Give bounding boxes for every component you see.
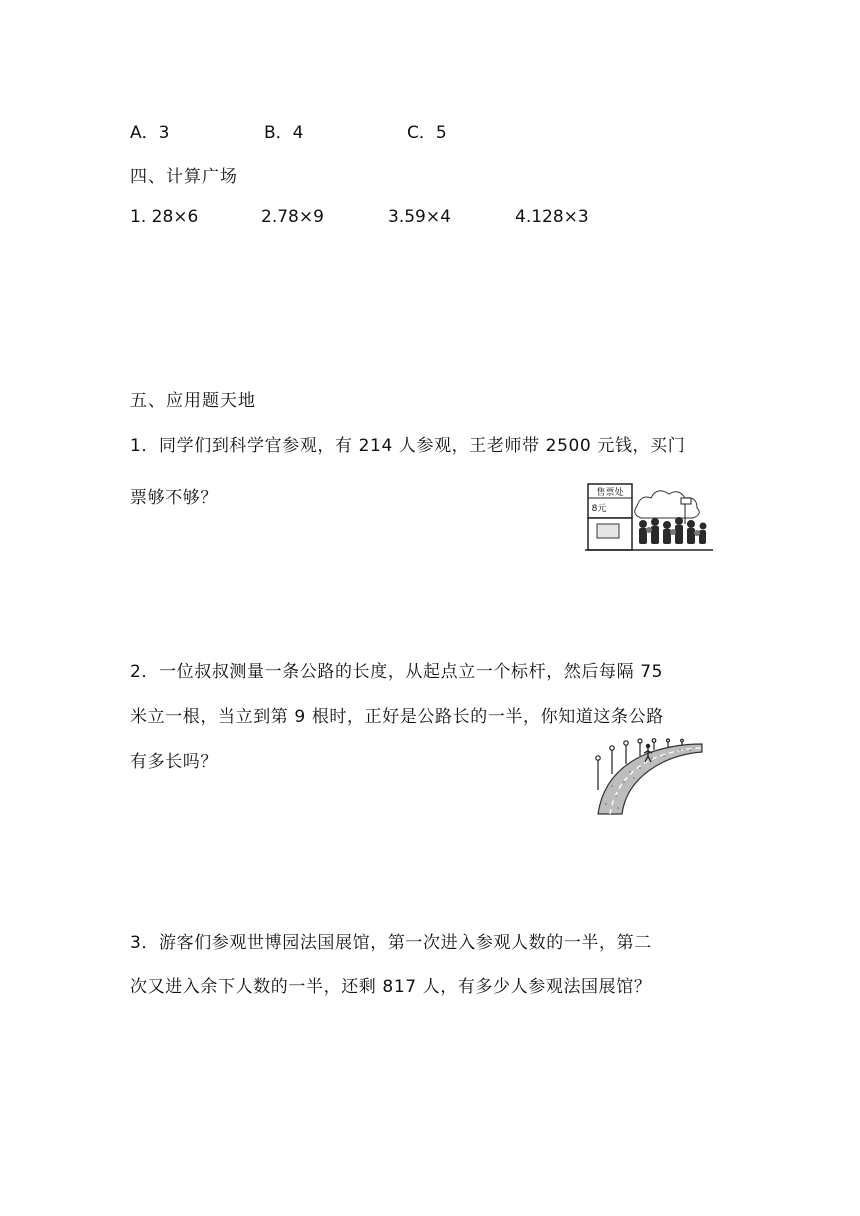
- section-4-title: 四、计算广场: [130, 167, 238, 187]
- choice-b: B．4: [264, 123, 304, 143]
- question-2-line-2: 米立一根，当立到第 9 根时，正好是公路长的一半，你知道这条公路: [130, 707, 664, 727]
- ticket-office-illustration: [585, 480, 715, 558]
- question-1-line-2: 票够不够？: [130, 488, 218, 508]
- section-5-title: 五、应用题天地: [130, 391, 256, 411]
- choice-c: C．5: [407, 123, 447, 143]
- calc-item-4: 4.128×3: [515, 207, 589, 227]
- question-3-line-1: 3．游客们参观世博园法国展馆，第一次进入参观人数的一半，第二: [130, 933, 652, 953]
- ticket-sign-price: 8元: [591, 504, 607, 514]
- question-2-line-1: 2．一位叔叔测量一条公路的长度，从起点立一个标杆，然后每隔 75: [130, 662, 664, 682]
- calc-item-3: 3.59×4: [388, 207, 451, 227]
- calc-item-2: 2.78×9: [261, 207, 324, 227]
- choice-a: A．3: [130, 123, 170, 143]
- ticket-sign-label: 售票处: [596, 488, 624, 498]
- calc-item-1: 1. 28×6: [130, 207, 199, 227]
- question-1-line-1: 1．同学们到科学官参观，有 214 人参观，王老师带 2500 元钱，买门: [130, 436, 686, 456]
- question-3-line-2: 次又进入余下人数的一半，还剩 817 人，有多少人参观法国展馆？: [130, 977, 652, 997]
- road-poles-illustration: [590, 738, 708, 816]
- question-2-line-3: 有多长吗？: [130, 752, 218, 772]
